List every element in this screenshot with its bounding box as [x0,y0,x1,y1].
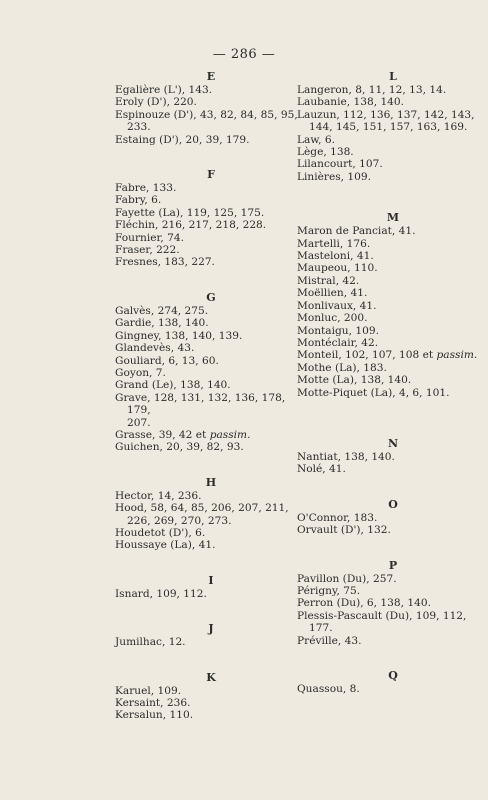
entry-text: Houssaye (La), 41. [115,539,216,552]
index-entry [297,387,488,399]
entry-text: Montaigu, 109. [297,324,379,337]
index-entry [115,636,307,648]
entry-text: Perron (Du), 6, 138, 140. [297,597,431,610]
entry-text: Quassou, 8. [297,683,360,695]
entry-text: Monteil, 102, 107, 108 et [297,349,437,362]
entry-text: Isnard, 109, 112. [115,587,207,600]
index-entry [115,527,307,539]
index-entry [297,573,488,585]
entry-text: Goyon, 7. [115,366,166,379]
index-entry [115,539,307,551]
index-entry [115,342,307,354]
index-entry [297,312,488,324]
section-o [297,498,488,537]
entry-text: Glandevès, 43. [115,342,195,355]
entry-text: Nantiat, 138, 140. [297,450,395,463]
section-i [115,574,307,600]
index-entry [115,317,307,329]
index-entry [115,134,307,146]
entry-text: Law, 6. [297,133,336,146]
entry-text: Fabre, 133. [115,182,177,195]
section-f [115,168,307,269]
index-entry [115,219,307,231]
index-entry [115,232,307,244]
index-entry [297,84,488,96]
entry-text: Préville, 43. [297,634,362,647]
entry-text: Espinouze (D'), 43, 82, 84, 85, 95, [115,108,298,121]
index-entry [297,300,488,312]
index-entry [297,451,488,463]
entry-text: Pavillon (Du), 257. [297,572,397,585]
index-entry [115,392,307,429]
entry-text: Kersalun, 110. [115,709,194,722]
index-entry [297,171,488,183]
index-entry [297,325,488,337]
section-letter: J [208,622,214,636]
entry-text: Fournier, 74. [115,231,184,244]
section-m [297,211,488,399]
entry-text: Maron de Panciat, 41. [297,225,416,238]
index-entry [115,588,307,600]
index-entry [115,441,307,453]
section-h [115,476,307,552]
index-entry [297,158,488,170]
entry-text: Gardie, 138, 140. [115,317,209,330]
entry-text: Grasse, 39, 42 et [115,428,210,441]
index-entry [115,244,307,256]
index-entry [115,367,307,379]
index-entry [297,225,488,237]
entry-text: Martelli, 176. [297,237,371,250]
index-entry [297,349,488,361]
index-entry [115,685,307,697]
entry-text: 226, 269, 270, 273. [127,514,232,527]
section-letter: M [386,211,400,225]
index-entry [115,697,307,709]
section-letter: L [389,70,397,83]
index-entry [115,109,307,134]
index-entry [297,463,488,475]
index-entry [297,597,488,609]
section-p [297,559,488,647]
entry-text: Monluc, 200. [297,312,368,325]
entry-text: Laubanie, 138, 140. [297,96,405,109]
section-letter: P [388,558,398,572]
entry-text: 233. [127,121,151,134]
entry-text: Linières, 109. [297,170,371,183]
entry-text: O'Connor, 183. [297,511,378,524]
section-letter: K [206,670,216,684]
section-letter: G [206,290,216,304]
index-entry [297,250,488,262]
entry-text: Moëllien, 41. [297,287,368,300]
entry-text: Maupeou, 110. [297,262,378,275]
index-entry [297,610,488,635]
entry-text: Kersaint, 236. [115,697,191,709]
index-entry [297,524,488,536]
index-entry [115,429,307,441]
index-entry [297,238,488,250]
index-entry [297,96,488,108]
index-entry [115,355,307,367]
section-k [115,671,307,722]
index-entry [115,182,307,194]
index-entry [297,146,488,158]
entry-text: Monlivaux, 41. [297,299,377,312]
entry-text: Gouliard, 6, 13, 60. [115,354,219,367]
entry-text: Galvès, 274, 275. [115,304,209,317]
index-entry [115,502,307,527]
entry-text: Lauzun, 112, 136, 137, 142, 143, [297,108,475,121]
entry-text: Périgny, 75. [297,584,361,597]
index-entry [297,337,488,349]
entry-text: Orvault (D'), 132. [297,524,391,537]
entry-text: 144, 145, 151, 157, 163, 169. [309,121,468,134]
section-letter: Q [388,669,398,682]
entry-text: Motte (La), 138, 140. [297,374,412,387]
entry-text: Gingney, 138, 140, 139. [115,329,243,342]
entry-text: Guichen, 20, 39, 82, 93. [115,441,244,454]
index-entry [297,287,488,299]
entry-text: Grave, 128, 131, 132, 136, 178, 179, [115,391,286,417]
entry-text: Fayette (La), 119, 125, 175. [115,206,265,219]
index-entry [297,362,488,374]
section-letter: H [205,475,217,489]
entry-text: Fraser, 222. [115,244,180,257]
entry-text: Estaing (D'), 20, 39, 179. [115,133,250,146]
index-entry [115,305,307,317]
entry-text: Montéclair, 42. [297,336,379,349]
section-g [115,291,307,454]
entry-text: Fresnes, 183, 227. [115,256,215,269]
index-entry [115,194,307,206]
entry-text: Plessis-Pascault (Du), 109, 112, 177. [297,609,467,635]
entry-text: Lilancourt, 107. [297,158,383,171]
section-e [115,70,307,146]
entry-text: Karuel, 109. [115,684,182,697]
entry-text: Hector, 14, 236. [115,489,202,502]
index-entry [115,207,307,219]
entry-text: 207. [127,416,151,429]
entry-text: Nolé, 41. [297,463,346,476]
right-column [297,70,488,695]
section-letter: O [388,497,398,511]
section-j [115,622,307,648]
index-entry [297,635,488,647]
left-column [115,70,307,722]
index-entry [297,512,488,524]
entry-text: Langeron, 8, 11, 12, 13, 14. [297,84,447,96]
page-number: — 286 — [212,47,276,62]
entry-text: Houdetot (D'), 6. [115,526,206,539]
index-entry [297,262,488,274]
entry-text: Hood, 58, 64, 85, 206, 207, 211, [115,502,289,515]
entry-text: Jumilhac, 12. [115,636,186,649]
entry-text: Mistral, 42. [297,274,360,287]
index-entry [115,379,307,391]
entry-text: Eroly (D'), 220. [115,96,197,109]
section-n [297,437,488,476]
entry-italic-text: passim. [436,349,478,362]
index-entry [297,585,488,597]
index-entry [115,330,307,342]
index-entry [115,490,307,502]
entry-text: Masteloni, 41. [297,250,374,263]
entry-text: Grand (Le), 138, 140. [115,379,231,392]
section-l [297,70,488,183]
entry-text: Fabry, 6. [115,194,162,207]
entry-text: Motte-Piquet (La), 4, 6, 101. [297,386,450,399]
section-letter: I [208,573,214,587]
entry-text: Lège, 138. [297,146,354,159]
index-entry [115,709,307,721]
entry-italic-text: passim. [209,428,251,441]
entry-text: Mothe (La), 183. [297,361,387,374]
index-entry [297,109,488,134]
section-letter: E [206,70,216,83]
index-entry [297,374,488,386]
entry-text: Fléchin, 216, 217, 218, 228. [115,219,267,232]
index-entry [297,134,488,146]
index-entry [115,96,307,108]
index-entry [297,683,488,695]
index-entry [297,275,488,287]
section-letter: N [387,436,399,450]
entry-text: Egalière (L'), 143. [115,84,213,96]
index-entry [115,84,307,96]
section-q [297,669,488,695]
index-entry [115,256,307,268]
section-letter: F [207,168,215,182]
